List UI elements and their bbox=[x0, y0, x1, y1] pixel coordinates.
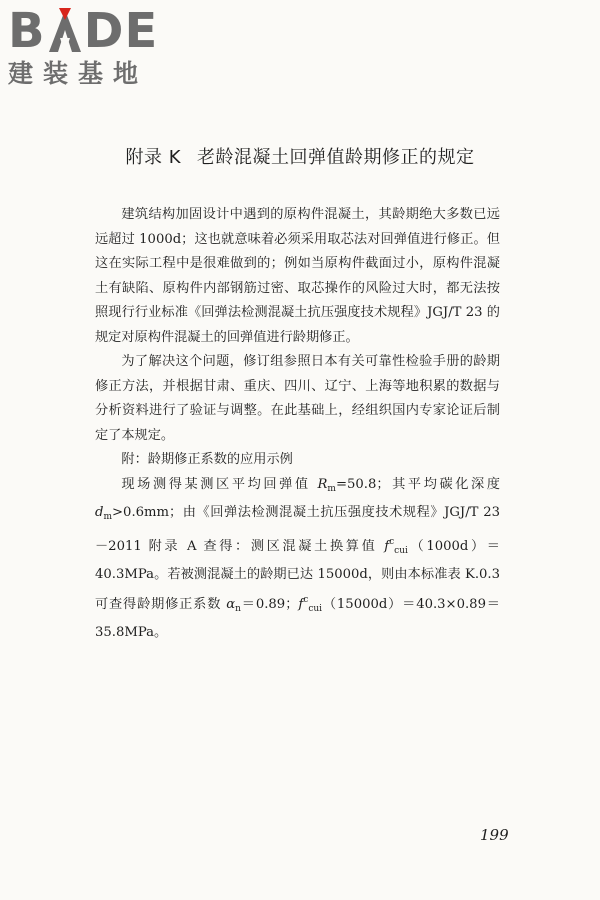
page-number: 199 bbox=[480, 826, 509, 844]
paragraph-2: 为了解决这个问题，修订组参照日本有关可靠性检验手册的龄期修正方法，并根据甘肃、重庆、四川、辽宁、上海等地积累的数据与分析资料进行了验证与调整。在此基础上，经组织国内专家论证后制定了本规定。 bbox=[95, 354, 500, 443]
logo-letters-left: B bbox=[8, 3, 46, 59]
logo-a-mark-icon bbox=[47, 6, 83, 56]
appendix-label: 附录 K bbox=[125, 147, 182, 168]
symbol-f: f bbox=[384, 538, 390, 554]
logo-letters-right: DE bbox=[83, 3, 159, 59]
symbol-f-2: f bbox=[298, 596, 304, 612]
bade-logo bbox=[8, 3, 178, 96]
appendix-heading: 老龄混凝土回弹值龄期修正的规定 bbox=[197, 147, 475, 168]
logo-wordmark bbox=[8, 3, 178, 59]
symbol-r: R bbox=[317, 476, 328, 492]
example-paragraph: 现场测得某测区平均回弹值 $R_m=50.8$；其平均碳化深度 $d_m>0.6mm$；由《回弹法检测混凝土抗压强度技术规程》JGJ/T 23－2011 附录 A 查得：测区混凝土换算值 $f^c_{cui}(1000d)=40.3MPa$。若被测混凝土的龄期已达 15000d，则由本标准表 K.0.3 可查得龄期修正系数 $\alpha_n=0.89$；$f^c_{cui}(15000d)=40.3\times 0.89=35.8MPa$。 bbox=[95, 476, 500, 640]
symbol-alpha: α bbox=[226, 596, 236, 612]
logo-subtitle: 建装基地 bbox=[8, 59, 149, 88]
appendix-title bbox=[0, 143, 600, 169]
symbol-d: d bbox=[95, 505, 104, 520]
paragraph-1: 建筑结构加固设计中遇到的原构件混凝土，其龄期绝大多数已远远超过 1000d；这也就意味着必须采用取芯法对回弹值进行修正。但这在实际工程中是很难做到的；例如当原构件截面过小，原构件混凝土有缺陷、原构件内部钢筋过密、取芯操作的风险过大时，都无法按照现行行业标准《回弹法检测混凝土抗压强度技术规程》JGJ/T 23 的规定对原构件混凝土的回弹值进行龄期修正。 bbox=[95, 207, 500, 345]
page-body bbox=[95, 203, 500, 646]
appendix-note: 附：龄期修正系数的应用示例 bbox=[121, 452, 293, 467]
